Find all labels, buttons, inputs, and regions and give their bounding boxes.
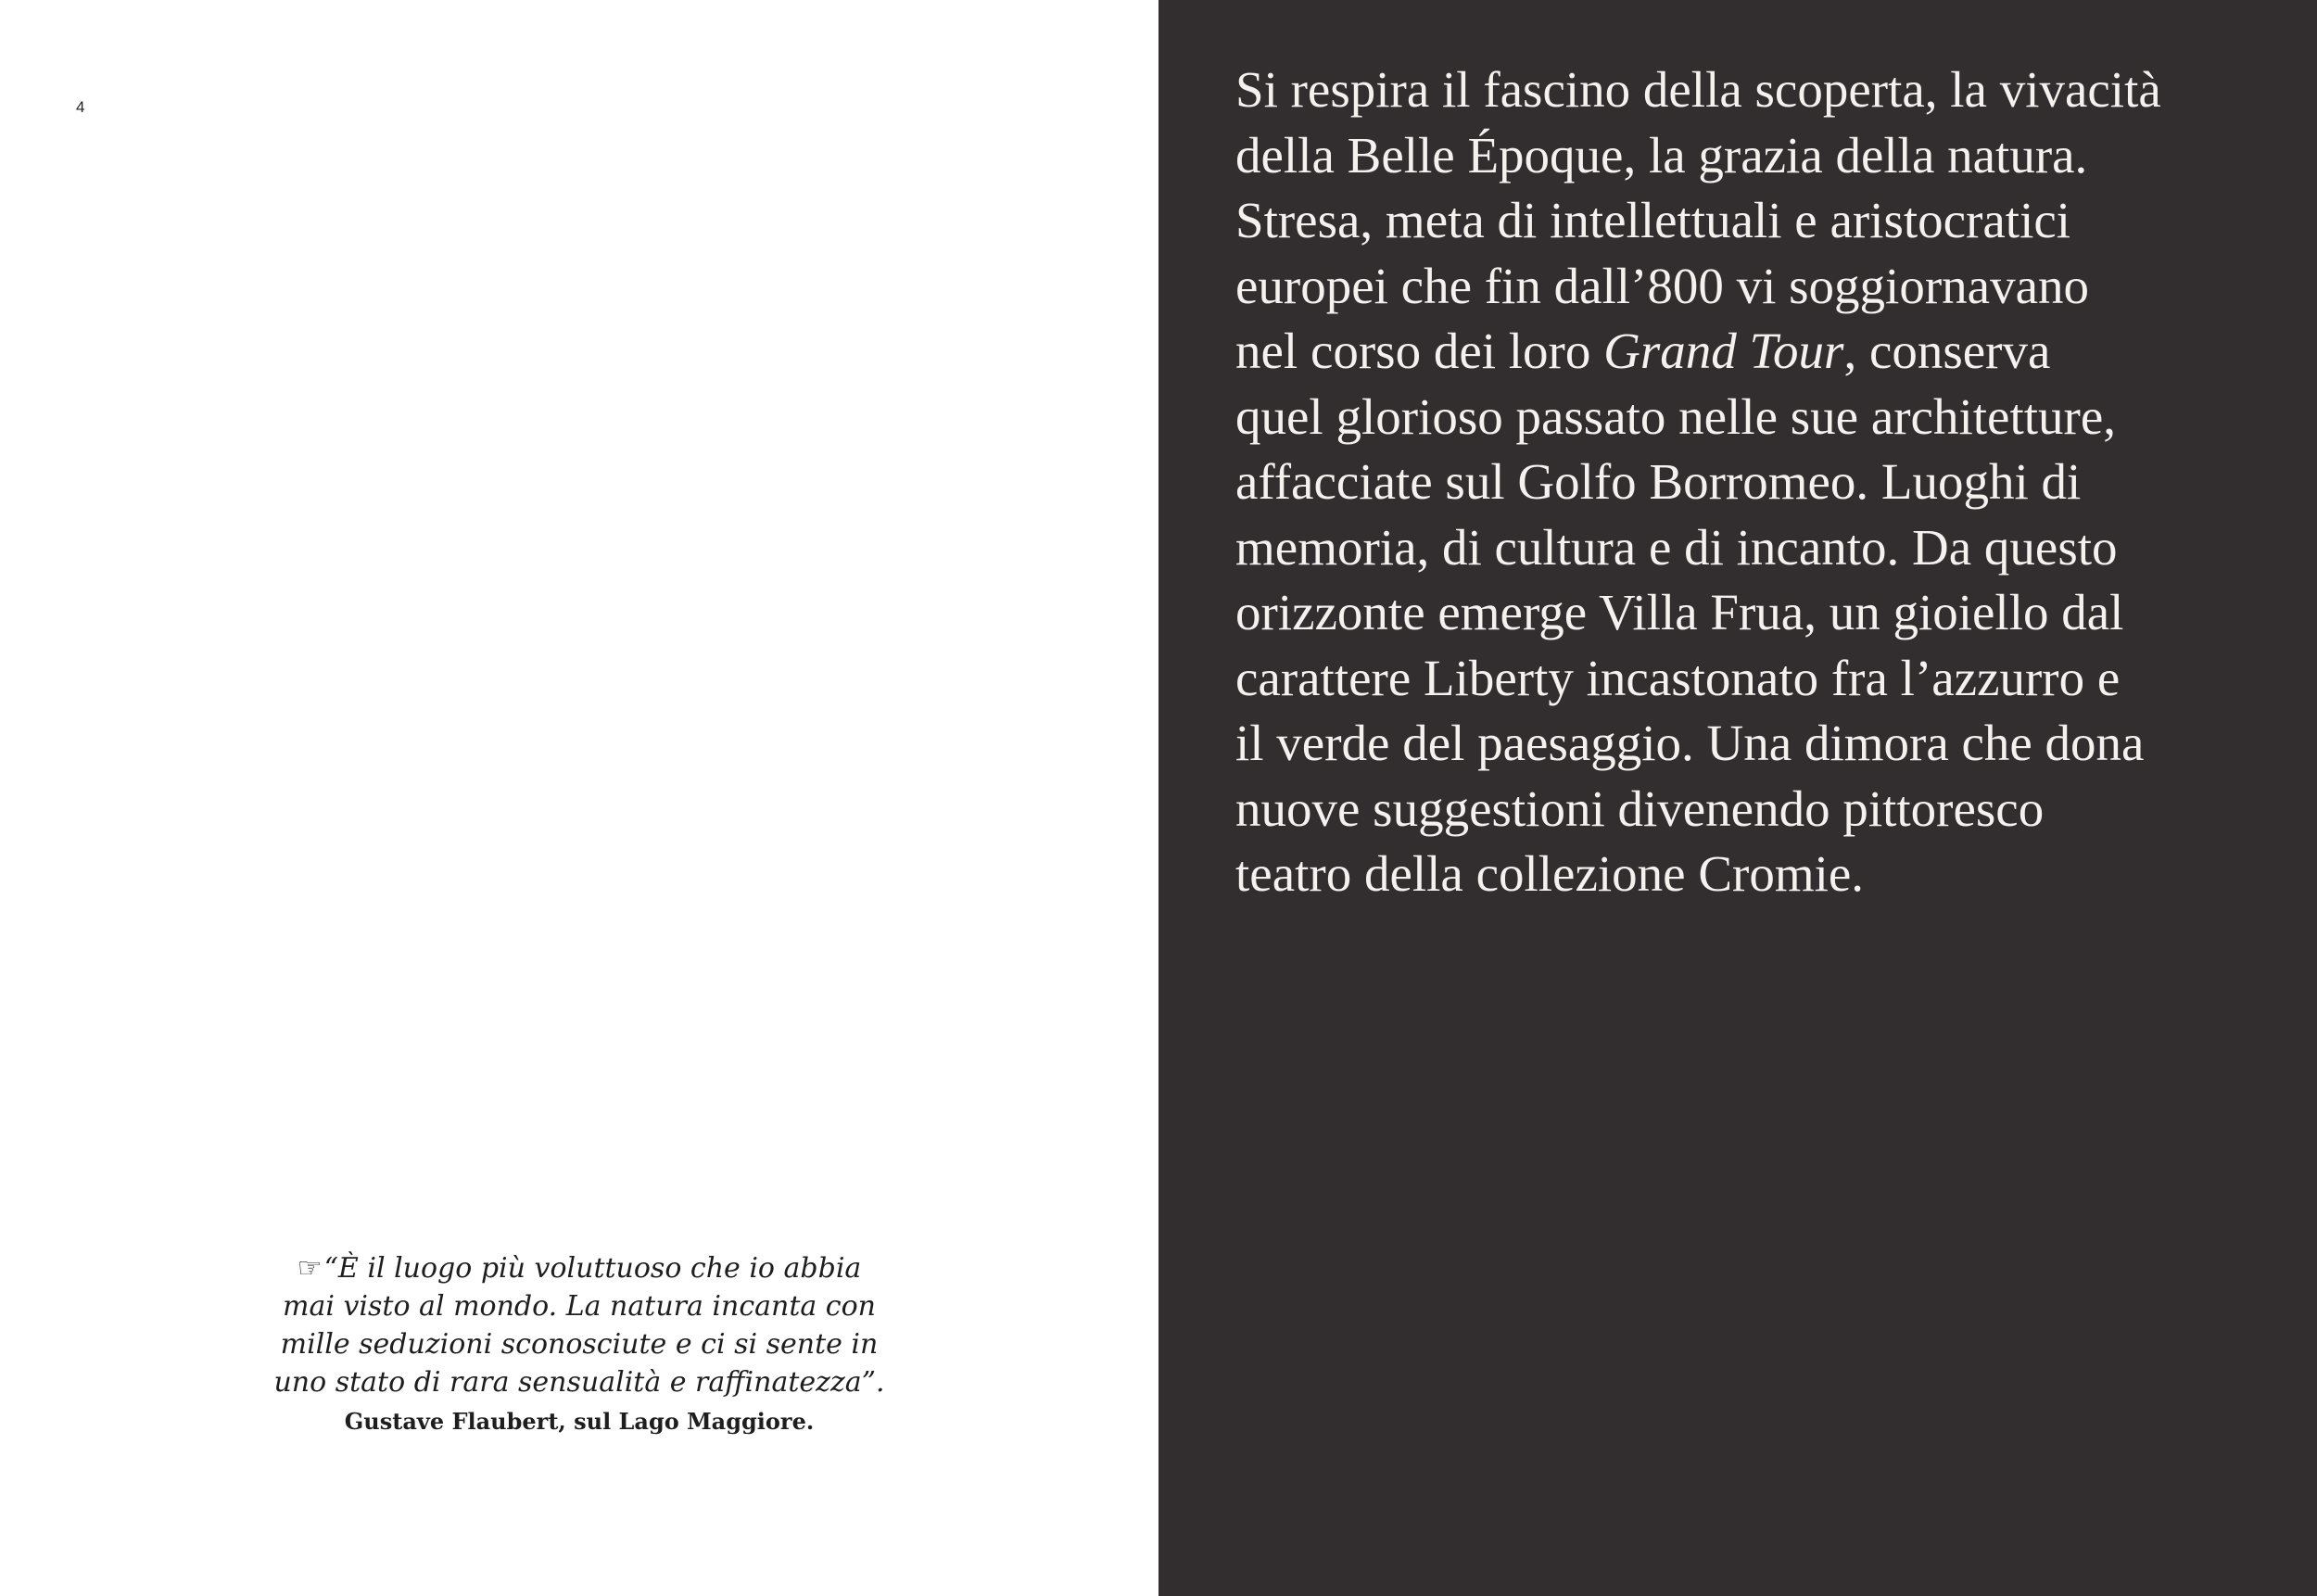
line-text: nel corso dei loro [1235, 323, 1604, 379]
quote-line [250, 1249, 908, 1287]
grand-tour-italic: Grand Tour [1603, 323, 1844, 379]
paragraph-line: affacciate sul Golfo Borromeo. Luoghi di [1235, 453, 2082, 510]
quote-line-text: “È il luogo più voluttuoso che io abbia [323, 1252, 862, 1285]
paragraph-line: nuove suggestioni divenendo pittoresco [1235, 779, 2045, 837]
paragraph-line: Si respira il fascino della scoperta, la vivacità [1235, 61, 2161, 118]
left-page [0, 0, 1158, 1596]
intro-paragraph [1235, 57, 2273, 907]
paragraph-line: carattere Liberty incastonato fra l’azzurro e [1235, 649, 2121, 706]
paragraph-line [1235, 319, 2273, 385]
paragraph-line: quel glorioso passato nelle sue architetture, [1235, 387, 2116, 445]
paragraph-line: teatro della collezione Cromie. [1235, 845, 1865, 902]
quote-line: mille seduzioni sconosciute e ci si sente in [280, 1328, 879, 1361]
paragraph-line: europei che fin dall’800 vi soggiornavano [1235, 257, 2089, 314]
quote-block [250, 1249, 908, 1438]
pointing-hand-icon: ☞ [297, 1252, 323, 1285]
quote-line: uno stato di rara sensualità e raffinatezza”. [273, 1366, 885, 1399]
paragraph-line: il verde del paesaggio. Una dimora che dona [1235, 715, 2145, 771]
paragraph-line: Stresa, meta di intellettuali e aristocratici [1235, 192, 2071, 248]
page-number: 4 [76, 98, 85, 116]
quote-author: Gustave Flaubert, sul Lago Maggiore. [344, 1408, 815, 1435]
paragraph-line: memoria, di cultura e di incanto. Da questo [1235, 518, 2118, 576]
paragraph-line: orizzonte emerge Villa Frua, un gioiello dal [1235, 584, 2124, 640]
paragraph-line: della Belle Époque, la grazia della natura. [1235, 126, 2088, 184]
quote-line: mai visto al mondo. La natura incanta con [283, 1290, 876, 1323]
quote-text [250, 1249, 908, 1401]
line-text: , conserva [1843, 323, 2051, 379]
